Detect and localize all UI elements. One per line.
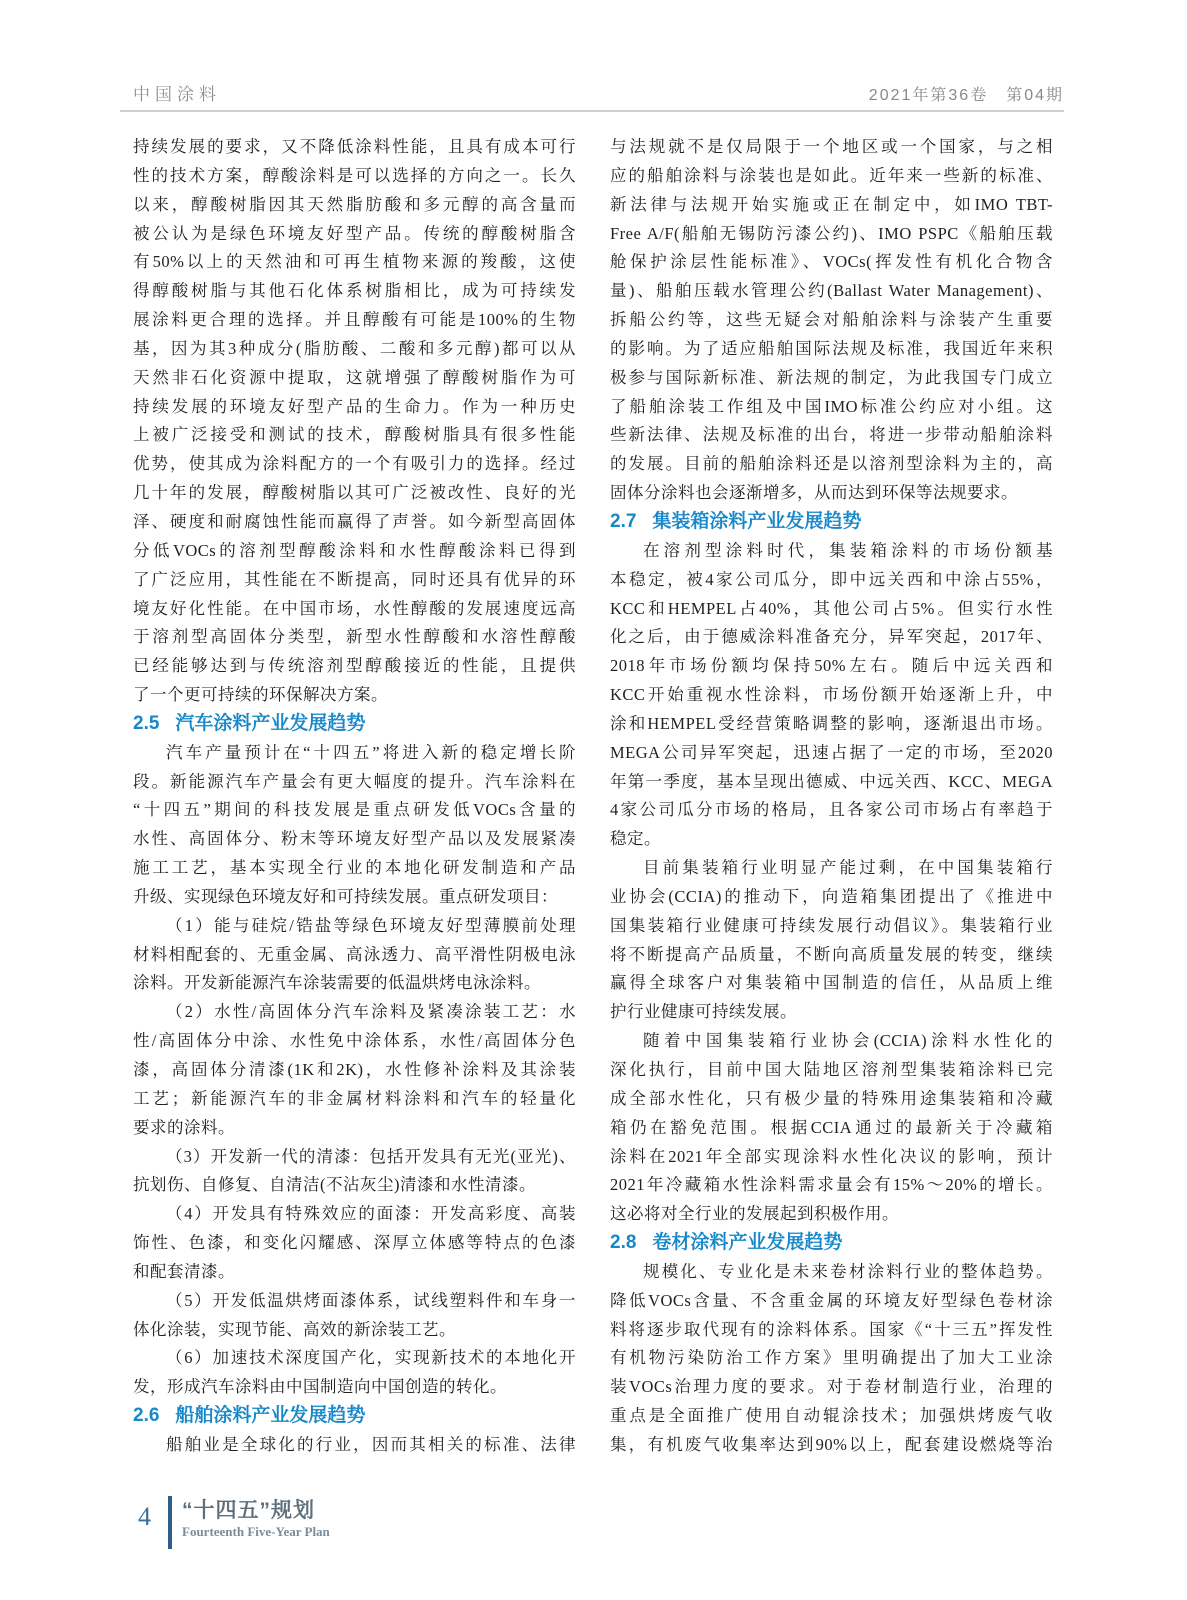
page-header xyxy=(120,80,1064,110)
text-line: 涂料在2021年全部实现涂料水性化决议的影响，预计 xyxy=(610,1146,1053,1166)
text-line: 化之后，由于德威涂料准备充分，异军突起，2017年、 xyxy=(610,627,1053,647)
text-line: 于溶剂型高固体分类型，新型水性醇酸和水溶性醇酸 xyxy=(133,627,576,647)
text-line: 漆，高固体分清漆(1K和2K)，水性修补涂料及其涂装 xyxy=(133,1060,576,1079)
section-heading xyxy=(133,1402,576,1431)
text-line: 随着中国集装箱行业协会(CCIA)涂料水性化的 xyxy=(643,1031,1053,1051)
text-line: 年第一季度，基本呈现出德威、中远关西、KCC、MEGA xyxy=(610,771,1053,791)
text-line: （4）开发具有特殊效应的面漆：开发高彩度、高装 xyxy=(166,1204,576,1224)
text-line: 舱保护涂层性能标准》、VOCs(挥发性有机化合物含 xyxy=(610,252,1053,272)
section-heading xyxy=(610,1229,1053,1258)
section-heading xyxy=(133,710,576,739)
text-line: 2018年市场份额均保持50%左右。随后中远关西和 xyxy=(610,656,1053,676)
text-line: 汽车产量预计在“十四五”将进入新的稳定增长阶 xyxy=(166,742,576,762)
text-line: 展涂料更合理的选择。并且醇酸有可能是100%的生物 xyxy=(133,310,576,330)
text-line: 施工工艺，基本实现全行业的本地化研发制造和产品 xyxy=(133,858,576,878)
section-title: 集装箱涂料产业发展趋势 xyxy=(652,510,862,532)
text-line: 了广泛应用，其性能在不断提高，同时还具有优异的环 xyxy=(133,569,576,589)
text-line: 饰性、色漆，和变化闪耀感、深厚立体感等特点的色漆 xyxy=(133,1233,576,1253)
issue-info: 2021年第36卷 第04期 xyxy=(868,87,1064,104)
text-line: 涂料。开发新能源汽车涂装需要的低温烘烤电泳涂料。 xyxy=(133,973,541,993)
text-line: 2021年冷藏箱水性涂料需求量会有15%～20%的增长。 xyxy=(610,1175,1053,1195)
text-line: KCC和HEMPEL占40%，其他公司占5%。但实行水性 xyxy=(610,598,1053,618)
text-line: KCC开始重视水性涂料，市场份额开始逐渐上升，中 xyxy=(610,685,1053,705)
text-line: （5）开发低温烘烤面漆体系，试线塑料件和车身一 xyxy=(166,1290,576,1310)
text-line: 这必将对全行业的发展起到积极作用。 xyxy=(610,1204,899,1224)
section-title: 卷材涂料产业发展趋势 xyxy=(652,1232,843,1254)
text-line: 深化执行，目前中国大陆地区溶剂型集装箱涂料已完 xyxy=(610,1060,1053,1079)
text-line: 要求的涂料。 xyxy=(133,1117,235,1137)
page-number: 4 xyxy=(138,1502,151,1531)
text-line: 些新法律、法规及标准的出台，将进一步带动船舶涂料 xyxy=(610,425,1053,445)
journal-title: 中国涂料 xyxy=(133,85,221,104)
text-line: 升级、实现绿色环境友好和可持续发展。重点研发项目： xyxy=(133,886,558,906)
text-line: 性的技术方案，醇酸涂料是可以选择的方向之一。长久 xyxy=(133,165,576,185)
text-line: 的发展。目前的船舶涂料还是以溶剂型涂料为主的，高 xyxy=(610,454,1053,474)
text-line: 以来，醇酸树脂因其天然脂肪酸和多元醇的高含量而 xyxy=(133,194,576,214)
text-line: 重点是全面推广使用自动辊涂技术；加强烘烤废气收 xyxy=(610,1406,1053,1426)
text-line: 稳定。 xyxy=(610,829,661,849)
text-line: 泽、硬度和耐腐蚀性能而赢得了声誉。如今新型高固体 xyxy=(133,511,576,531)
section-title: 船舶涂料产业发展趋势 xyxy=(175,1405,366,1427)
text-line: 极参与国际新标准、新法规的制定，为此我国专门成立 xyxy=(610,367,1053,387)
text-line: 装VOCs治理力度的要求。对于卷材制造行业，治理的 xyxy=(610,1377,1053,1397)
text-line: 在溶剂型涂料时代，集装箱涂料的市场份额基 xyxy=(643,540,1053,560)
text-line: 涂和HEMPEL受经营策略调整的影响，逐渐退出市场。 xyxy=(610,713,1053,733)
text-line: 本稳定，被4家公司瓜分，即中远关西和中涂占55%， xyxy=(610,569,1053,589)
text-line: 持续发展的环境友好型产品的生命力。作为一种历史 xyxy=(133,396,576,416)
text-line: 得醇酸树脂与其他石化体系树脂相比，成为可持续发 xyxy=(133,281,576,301)
text-line: 和配套清漆。 xyxy=(133,1261,235,1281)
text-line: 有机物污染防治工作方案》里明确提出了加大工业涂 xyxy=(610,1348,1053,1368)
text-line: 境友好化性能。在中国市场，水性醇酸的发展速度远高 xyxy=(133,598,576,618)
text-line: 持续发展的要求，又不降低涂料性能，且具有成本可行 xyxy=(133,137,576,156)
text-line: 工艺；新能源汽车的非金属材料涂料和汽车的轻量化 xyxy=(133,1088,576,1108)
text-line: 4家公司瓜分市场的格局，且各家公司市场占有率趋于 xyxy=(610,800,1053,820)
text-line: 量)、船舶压载水管理公约(Ballast Water Management)、 xyxy=(610,281,1053,301)
text-line: 水性、高固体分、粉末等环境友好型产品以及发展紧凑 xyxy=(133,829,576,849)
text-line: 性/高固体分中涂、水性免中涂体系，水性/高固体分色 xyxy=(133,1031,576,1051)
text-line: （6）加速技术深度国产化，实现新技术的本地化开 xyxy=(166,1348,576,1368)
text-line: 被公认为是绿色环境友好型产品。传统的醇酸树脂含 xyxy=(133,223,576,243)
text-line: 了一个更可持续的环保解决方案。 xyxy=(133,685,388,705)
text-line: 有50%以上的天然油和可再生植物来源的羧酸，这使 xyxy=(133,252,576,272)
text-line: 应的船舶涂料与涂装也是如此。近年来一些新的标准、 xyxy=(610,165,1053,185)
text-line: 箱仍在豁免范围。根据CCIA通过的最新关于冷藏箱 xyxy=(610,1117,1053,1137)
text-line: 将不断提高产品质量，不断向高质量发展的转变，继续 xyxy=(610,944,1053,964)
text-line: 新法律与法规开始实施或正在制定中，如IMO TBT- xyxy=(610,194,1053,214)
section-number: 2.7 xyxy=(610,510,637,532)
text-line: 成全部水性化，只有极少量的特殊用途集装箱和冷藏 xyxy=(610,1088,1053,1108)
text-line: 上被广泛接受和测试的技术，醇酸树脂具有很多性能 xyxy=(133,425,576,445)
text-line: 固体分涂料也会逐渐增多，从而达到环保等法规要求。 xyxy=(610,483,1018,503)
text-line: 护行业健康可持续发展。 xyxy=(610,1002,797,1022)
text-line: 目前集装箱行业明显产能过剩，在中国集装箱行 xyxy=(643,858,1053,878)
text-line: 材料相配套的、无重金属、高泳透力、高平滑性阴极电泳 xyxy=(133,944,576,964)
section-number: 2.5 xyxy=(133,712,160,734)
header-divider xyxy=(120,110,1064,112)
text-line: 国集装箱行业健康可持续发展行动倡议》。集装箱行业 xyxy=(610,915,1053,935)
text-line: 段。新能源汽车产量会有更大幅度的提升。汽车涂料在 xyxy=(133,771,576,791)
text-line: （3）开发新一代的清漆：包括开发具有无光(亚光)、 xyxy=(166,1146,576,1166)
text-line: 分低VOCs的溶剂型醇酸涂料和水性醇酸涂料已得到 xyxy=(133,540,576,560)
text-line: 拆船公约等，这些无疑会对船舶涂料与涂装产生重要 xyxy=(610,310,1053,330)
text-line: 了船舶涂装工作组及中国IMO标准公约应对小组。这 xyxy=(610,396,1053,416)
text-line: 业协会(CCIA)的推动下，向造箱集团提出了《推进中 xyxy=(610,886,1053,906)
footer-plan-subtitle: Fourteenth Five-Year Plan xyxy=(182,1524,330,1539)
text-line: 已经能够达到与传统溶剂型醇酸接近的性能，且提供 xyxy=(133,656,576,676)
text-line: 赢得全球客户对集装箱中国制造的信任，从品质上维 xyxy=(610,973,1053,993)
footer-bar xyxy=(168,1496,172,1549)
left-column xyxy=(133,133,576,1460)
text-line: Free A/F(船舶无锡防污漆公约)、IMO PSPC《船舶压载 xyxy=(610,223,1053,243)
text-line: 船舶业是全球化的行业，因而其相关的标准、法律 xyxy=(166,1434,576,1454)
text-line: 与法规就不是仅局限于一个地区或一个国家，与之相 xyxy=(610,137,1053,156)
footer-plan-title: “十四五”规划 xyxy=(182,1499,315,1522)
text-line: 降低VOCs含量、不含重金属的环境友好型绿色卷材涂 xyxy=(610,1290,1053,1310)
section-number: 2.6 xyxy=(133,1405,160,1427)
section-heading xyxy=(610,508,1053,537)
text-line: 天然非石化资源中提取，这就增强了醇酸树脂作为可 xyxy=(133,367,576,387)
text-line: 发，形成汽车涂料由中国制造向中国创造的转化。 xyxy=(133,1377,507,1397)
right-column xyxy=(610,133,1053,1460)
text-line: 几十年的发展，醇酸树脂以其可广泛被改性、良好的光 xyxy=(133,483,576,503)
text-line: 的影响。为了适应船舶国际法规及标准，我国近年来积 xyxy=(610,338,1053,358)
section-title: 汽车涂料产业发展趋势 xyxy=(175,712,366,734)
text-line: 集，有机废气收集率达到90%以上，配套建设燃烧等治 xyxy=(610,1434,1053,1454)
text-line: 优势，使其成为涂料配方的一个有吸引力的选择。经过 xyxy=(133,454,576,474)
text-line: 基，因为其3种成分(脂肪酸、二酸和多元醇)都可以从 xyxy=(133,338,576,358)
text-line: （2）水性/高固体分汽车涂料及紧凑涂装工艺：水 xyxy=(166,1002,576,1022)
text-line: （1）能与硅烷/锆盐等绿色环境友好型薄膜前处理 xyxy=(166,915,576,935)
text-line: “十四五”期间的科技发展是重点研发低VOCs含量的 xyxy=(133,800,576,820)
section-number: 2.8 xyxy=(610,1232,637,1254)
text-line: 料将逐步取代现有的涂料体系。国家《“十三五”挥发性 xyxy=(610,1319,1053,1339)
text-line: MEGA公司异军突起，迅速占据了一定的市场，至2020 xyxy=(610,742,1053,762)
text-line: 抗划伤、自修复、自清洁(不沾灰尘)清漆和水性清漆。 xyxy=(133,1175,536,1195)
text-line: 规模化、专业化是未来卷材涂料行业的整体趋势。 xyxy=(643,1261,1053,1281)
text-line: 体化涂装，实现节能、高效的新涂装工艺。 xyxy=(133,1319,456,1339)
